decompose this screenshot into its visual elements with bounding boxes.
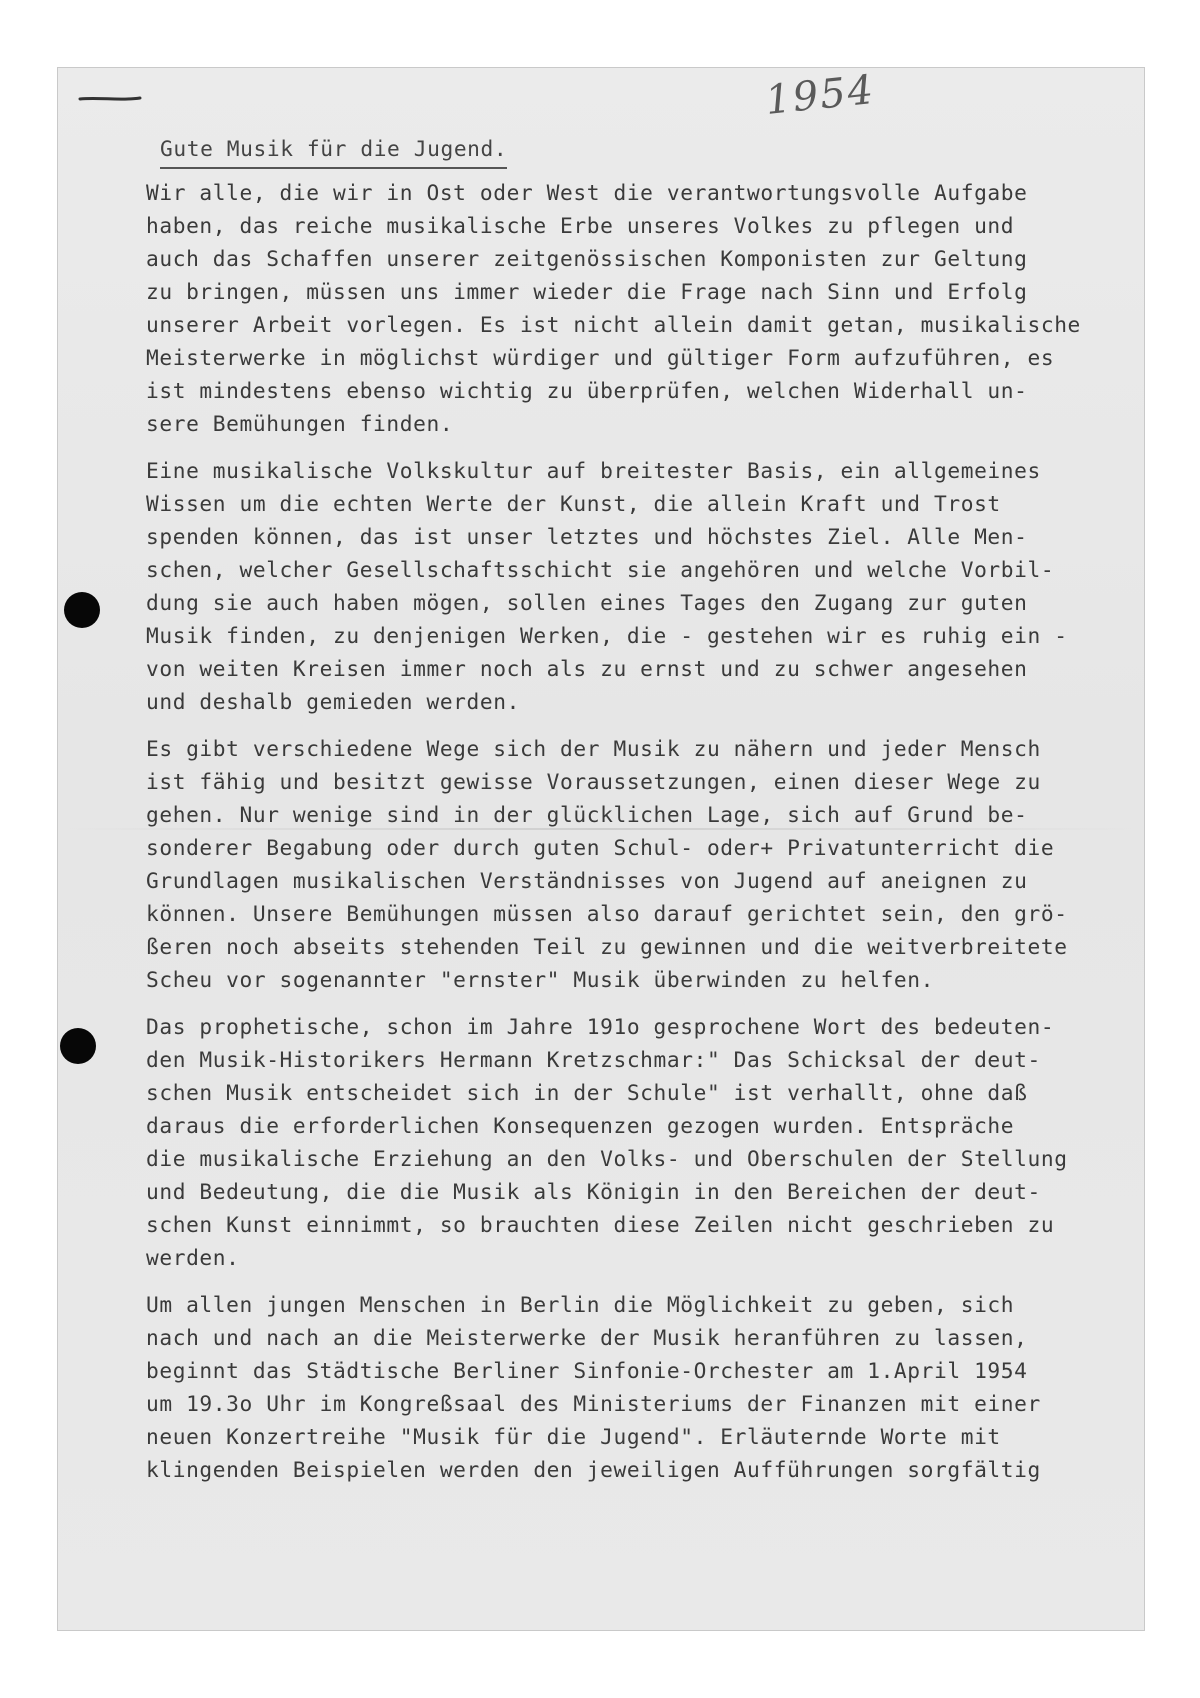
text-line: Grundlagen musikalischen Verständnisses von Jugend auf aneignen zu: [146, 868, 1028, 893]
text-line: spenden können, das ist unser letztes und höchstes Ziel. Alle Men-: [146, 524, 1028, 549]
paper-sheet: [58, 68, 1144, 1630]
text-line: schen Musik entscheidet sich in der Schule" ist verhallt, ohne daß: [146, 1080, 1028, 1105]
text-line: dung sie auch haben mögen, sollen eines Tages den Zugang zur guten: [146, 590, 1028, 615]
text-line: ist mindestens ebenso wichtig zu überprüfen, welchen Widerhall un-: [146, 378, 1028, 403]
paragraph: [146, 176, 1106, 440]
text-line: auch das Schaffen unserer zeitgenössischen Komponisten zur Geltung: [146, 246, 1028, 271]
paragraph: [146, 454, 1106, 718]
text-line: beginnt das Städtische Berliner Sinfonie-Orchester am 1.April 1954: [146, 1358, 1028, 1383]
text-line: Wir alle, die wir in Ost oder West die verantwortungsvolle Aufgabe: [146, 180, 1028, 205]
text-line: schen Kunst einnimmt, so brauchten diese Zeilen nicht geschrieben zu: [146, 1212, 1055, 1237]
text-line: nach und nach an die Meisterwerke der Musik heranführen zu lassen,: [146, 1325, 1028, 1350]
text-line: Um allen jungen Menschen in Berlin die Möglichkeit zu geben, sich: [146, 1292, 1015, 1317]
text-line: werden.: [146, 1245, 240, 1270]
text-line: um 19.3o Uhr im Kongreßsaal des Ministeriums der Finanzen mit einer: [146, 1391, 1041, 1416]
text-line: klingenden Beispielen werden den jeweiligen Aufführungen sorgfältig: [146, 1457, 1041, 1482]
text-line: und Bedeutung, die die Musik als Königin in den Bereichen der deut-: [146, 1179, 1041, 1204]
text-line: gehen. Nur wenige sind in der glücklichen Lage, sich auf Grund be-: [146, 802, 1028, 827]
text-line: Es gibt verschiedene Wege sich der Musik zu nähern und jeder Mensch: [146, 736, 1041, 761]
text-line: sere Bemühungen finden.: [146, 411, 454, 436]
document-title: Gute Musik für die Jugend.: [160, 136, 507, 169]
text-line: ßeren noch abseits stehenden Teil zu gewinnen und die weitverbreitete: [146, 934, 1068, 959]
paragraph: [146, 1288, 1106, 1486]
text-line: ist fähig und besitzt gewisse Voraussetzungen, einen dieser Wege zu: [146, 769, 1041, 794]
text-line: schen, welcher Gesellschaftsschicht sie angehören und welche Vorbil-: [146, 557, 1055, 582]
text-line: Eine musikalische Volkskultur auf breitester Basis, ein allgemeines: [146, 458, 1041, 483]
text-line: und deshalb gemieden werden.: [146, 689, 520, 714]
document-body: [146, 176, 1106, 1500]
text-line: Meisterwerke in möglichst würdiger und gültiger Form aufzuführen, es: [146, 345, 1055, 370]
text-line: Musik finden, zu denjenigen Werken, die - gestehen wir es ruhig ein -: [146, 623, 1068, 648]
paragraph: [146, 1010, 1106, 1274]
text-line: Wissen um die echten Werte der Kunst, die allein Kraft und Trost: [146, 491, 1001, 516]
text-line: haben, das reiche musikalische Erbe unseres Volkes zu pflegen und: [146, 213, 1015, 238]
text-line: die musikalische Erziehung an den Volks- und Oberschulen der Stellung: [146, 1146, 1068, 1171]
clip-mark-icon: [78, 96, 142, 102]
text-line: von weiten Kreisen immer noch als zu ernst und zu schwer angesehen: [146, 656, 1028, 681]
paragraph: [146, 732, 1106, 996]
text-line: können. Unsere Bemühungen müssen also darauf gerichtet sein, den grö-: [146, 901, 1068, 926]
text-line: sonderer Begabung oder durch guten Schul- oder+ Privatunterricht die: [146, 835, 1055, 860]
punch-hole-top: [64, 592, 100, 628]
text-line: zu bringen, müssen uns immer wieder die Frage nach Sinn und Erfolg: [146, 279, 1028, 304]
punch-hole-bottom: [60, 1028, 96, 1064]
text-line: Scheu vor sogenannter "ernster" Musik überwinden zu helfen.: [146, 967, 935, 992]
text-line: unserer Arbeit vorlegen. Es ist nicht allein damit getan, musikalische: [146, 312, 1081, 337]
text-line: den Musik-Historikers Hermann Kretzschmar:" Das Schicksal der deut-: [146, 1047, 1041, 1072]
text-line: daraus die erforderlichen Konsequenzen gezogen wurden. Entspräche: [146, 1113, 1015, 1138]
text-line: neuen Konzertreihe "Musik für die Jugend". Erläuternde Worte mit: [146, 1424, 1001, 1449]
handwritten-year-note: 1954: [763, 66, 878, 124]
text-line: Das prophetische, schon im Jahre 191o gesprochene Wort des bedeuten-: [146, 1014, 1055, 1039]
